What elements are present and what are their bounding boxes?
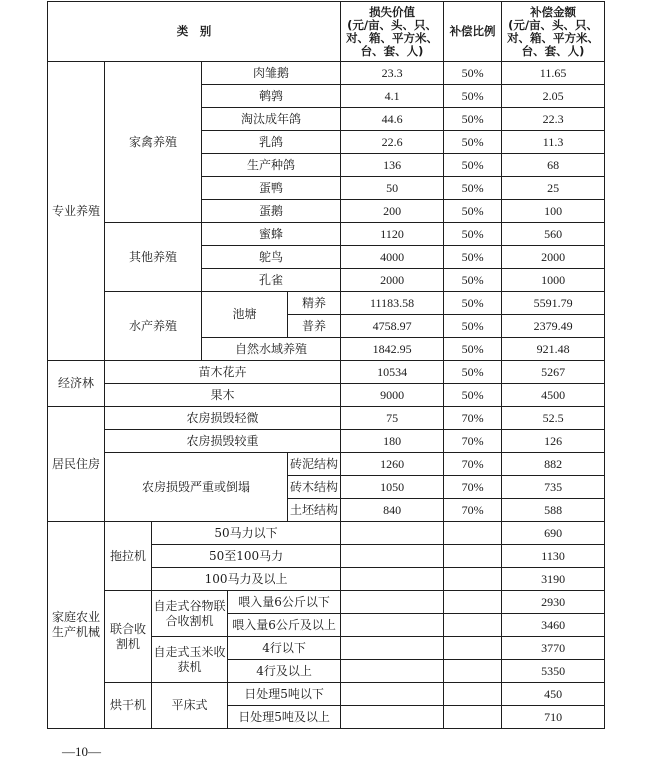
ratio-cell: 70% [444,476,502,499]
amount-cell: 22.3 [502,108,605,131]
amount-cell: 2930 [502,591,605,614]
item-cell: 砖木结构 [288,476,341,499]
ratio-cell [444,683,502,706]
loss-cell: 136 [341,154,444,177]
table-row [48,292,605,315]
loss-cell: 44.6 [341,108,444,131]
item-cell: 鸵鸟 [202,246,341,269]
amount-cell: 450 [502,683,605,706]
group-aquaculture: 水产养殖 [105,292,202,361]
loss-cell: 2000 [341,269,444,292]
ratio-cell: 50% [444,177,502,200]
amount-cell: 882 [502,453,605,476]
table-row [48,430,605,453]
loss-cell: 180 [341,430,444,453]
item-cell: 肉雏鹅 [202,62,341,85]
item-cell: 精养 [288,292,341,315]
amount-cell: 11.65 [502,62,605,85]
amount-cell: 588 [502,499,605,522]
ratio-cell [444,706,502,729]
group-housing: 居民住房 [48,407,105,522]
amount-unit: (元/亩、头、只、对、箱、平方米、台、套、人) [507,17,600,58]
amount-cell: 5591.79 [502,292,605,315]
table-row [48,223,605,246]
group-poultry: 家禽养殖 [105,62,202,223]
loss-cell: 200 [341,200,444,223]
item-cell: 4行以下 [228,637,341,660]
table-row [48,591,605,614]
ratio-cell [444,568,502,591]
item-cell: 鹌鹑 [202,85,341,108]
ratio-cell: 50% [444,223,502,246]
ratio-cell: 50% [444,131,502,154]
loss-value-title: 损失价值 [369,4,416,19]
group-corn-harvester: 自走式玉米收获机 [152,637,228,683]
ratio-cell [444,660,502,683]
ratio-cell: 50% [444,154,502,177]
group-dryer: 烘干机 [105,683,152,729]
amount-cell: 68 [502,154,605,177]
item-cell: 50马力以下 [152,522,341,545]
item-cell: 日处理5吨以下 [228,683,341,706]
item-cell: 生产种鸽 [202,154,341,177]
amount-cell: 52.5 [502,407,605,430]
amount-cell: 1130 [502,545,605,568]
item-cell: 砖泥结构 [288,453,341,476]
amount-cell: 25 [502,177,605,200]
loss-cell [341,522,444,545]
item-cell: 乳鸽 [202,131,341,154]
item-cell: 苗木花卉 [105,361,341,384]
item-cell: 果木 [105,384,341,407]
table-row [48,384,605,407]
item-cell: 土坯结构 [288,499,341,522]
item-cell: 4行及以上 [228,660,341,683]
item-cell: 蛋鸭 [202,177,341,200]
amount-cell: 735 [502,476,605,499]
item-cell: 喂入量6公斤及以上 [228,614,341,637]
ratio-header: 补偿比例 [444,2,502,62]
amount-cell: 5350 [502,660,605,683]
table-row [48,453,605,476]
ratio-cell: 50% [444,269,502,292]
ratio-cell: 50% [444,315,502,338]
item-cell: 农房损毁较重 [105,430,341,453]
group-flat-dryer: 平床式 [152,683,228,729]
loss-cell: 9000 [341,384,444,407]
ratio-cell: 50% [444,292,502,315]
loss-cell [341,614,444,637]
loss-cell [341,545,444,568]
ratio-cell [444,522,502,545]
amount-cell: 3190 [502,568,605,591]
amount-cell: 3460 [502,614,605,637]
amount-title: 补偿金额 [530,4,577,19]
ratio-cell: 50% [444,62,502,85]
loss-cell: 22.6 [341,131,444,154]
loss-cell: 10534 [341,361,444,384]
category-header: 类 别 [48,2,341,62]
loss-value-header [341,2,444,62]
loss-cell [341,683,444,706]
ratio-cell: 70% [444,407,502,430]
item-cell: 喂入量6公斤以下 [228,591,341,614]
ratio-cell: 50% [444,384,502,407]
group-cash-forest: 经济林 [48,361,105,407]
group-severe-damage: 农房损毁严重或倒塌 [105,453,288,522]
item-cell: 淘汰成年鸽 [202,108,341,131]
amount-cell: 1000 [502,269,605,292]
amount-cell: 690 [502,522,605,545]
item-cell: 孔雀 [202,269,341,292]
amount-cell: 11.3 [502,131,605,154]
table-row [48,361,605,384]
ratio-cell: 50% [444,108,502,131]
page-number: —10— [62,744,101,759]
loss-cell: 75 [341,407,444,430]
amount-cell: 921.48 [502,338,605,361]
loss-cell: 1842.95 [341,338,444,361]
loss-cell [341,660,444,683]
group-grain-harvester: 自走式谷物联合收割机 [152,591,228,637]
item-cell: 50至100马力 [152,545,341,568]
loss-cell: 50 [341,177,444,200]
item-cell: 100马力及以上 [152,568,341,591]
loss-cell: 1260 [341,453,444,476]
loss-cell: 1050 [341,476,444,499]
item-cell: 日处理5吨及以上 [228,706,341,729]
ratio-cell: 50% [444,246,502,269]
loss-cell: 11183.58 [341,292,444,315]
group-harvester: 联合收割机 [105,591,152,683]
table-row [48,683,605,706]
ratio-cell [444,591,502,614]
amount-cell: 3770 [502,637,605,660]
ratio-cell [444,545,502,568]
loss-value-unit: (元/亩、头、只、对、箱、平方米、台、套、人) [346,17,439,58]
amount-cell: 4500 [502,384,605,407]
amount-cell: 100 [502,200,605,223]
item-cell: 农房损毁轻微 [105,407,341,430]
ratio-cell: 50% [444,338,502,361]
compensation-table [47,1,605,729]
table-row [48,522,605,545]
loss-cell [341,591,444,614]
amount-header [502,2,605,62]
amount-cell: 560 [502,223,605,246]
loss-cell: 23.3 [341,62,444,85]
loss-cell: 1120 [341,223,444,246]
amount-cell: 5267 [502,361,605,384]
item-cell: 蛋鹅 [202,200,341,223]
item-cell: 普养 [288,315,341,338]
loss-cell: 4000 [341,246,444,269]
group-specialty: 专业养殖 [48,62,105,361]
table-row [48,62,605,85]
ratio-cell: 50% [444,361,502,384]
group-machinery: 家庭农业生产机械 [48,522,105,729]
ratio-cell: 50% [444,85,502,108]
loss-cell: 4758.97 [341,315,444,338]
ratio-cell: 50% [444,200,502,223]
table-header-row [48,2,605,62]
item-cell: 蜜蜂 [202,223,341,246]
amount-cell: 126 [502,430,605,453]
loss-cell: 840 [341,499,444,522]
ratio-cell [444,614,502,637]
ratio-cell [444,637,502,660]
ratio-cell: 70% [444,430,502,453]
amount-cell: 2000 [502,246,605,269]
amount-cell: 2.05 [502,85,605,108]
loss-cell [341,637,444,660]
ratio-cell: 70% [444,499,502,522]
loss-cell: 4.1 [341,85,444,108]
group-other-breeding: 其他养殖 [105,223,202,292]
loss-cell [341,706,444,729]
item-cell: 自然水域养殖 [202,338,341,361]
table-row [48,407,605,430]
amount-cell: 2379.49 [502,315,605,338]
ratio-cell: 70% [444,453,502,476]
group-tractor: 拖拉机 [105,522,152,591]
amount-cell: 710 [502,706,605,729]
group-pond: 池塘 [202,292,288,338]
loss-cell [341,568,444,591]
